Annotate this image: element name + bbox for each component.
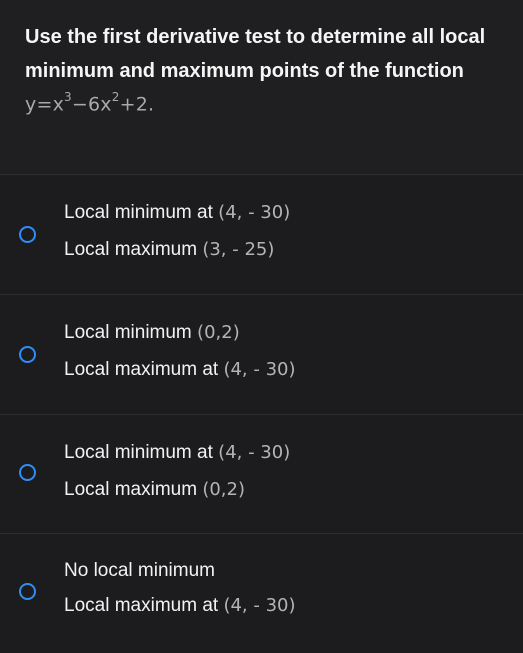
option-label: Local minimum	[64, 322, 192, 343]
answer-option-4[interactable]	[0, 534, 523, 653]
option-line-2	[64, 595, 296, 617]
option-line-1	[64, 322, 240, 344]
option-coordinate: (0,2)	[202, 479, 245, 500]
math-constant: 2.	[135, 93, 155, 116]
option-coordinate: (4, - 30)	[218, 442, 291, 463]
option-line-1	[64, 442, 290, 464]
math-y: y	[25, 93, 37, 116]
answer-option-2[interactable]	[0, 295, 523, 414]
option-label: Local maximum	[64, 239, 198, 260]
math-exponent-2: 2	[111, 90, 120, 104]
math-6x: 6x	[88, 93, 112, 116]
math-plus: +	[119, 93, 136, 116]
option-label: Local maximum at	[64, 595, 219, 616]
answer-option-3[interactable]	[0, 415, 523, 534]
radio-button-icon[interactable]	[19, 226, 36, 243]
radio-button-icon[interactable]	[19, 346, 36, 363]
question-text: Use the first derivative test to determine all local minimum and maximum points of the function	[25, 26, 486, 82]
question-panel	[0, 0, 523, 174]
option-coordinate: (4, - 30)	[218, 202, 291, 223]
option-label: No local minimum	[64, 560, 215, 581]
option-label: Local minimum at	[64, 202, 213, 223]
radio-button-icon[interactable]	[19, 464, 36, 481]
option-line-1	[64, 560, 215, 582]
question-function	[25, 92, 154, 115]
option-coordinate: (4, - 30)	[223, 359, 296, 380]
math-minus: −	[71, 93, 88, 116]
option-line-1	[64, 202, 290, 224]
radio-button-icon[interactable]	[19, 583, 36, 600]
option-line-2	[64, 359, 296, 381]
option-coordinate: (0,2)	[197, 322, 240, 343]
option-coordinate: (3, - 25)	[202, 239, 275, 260]
option-label: Local minimum at	[64, 442, 213, 463]
option-line-2	[64, 239, 274, 261]
math-equals: =	[36, 93, 53, 116]
option-coordinate: (4, - 30)	[223, 595, 296, 616]
option-label: Local maximum	[64, 479, 198, 500]
answer-option-1[interactable]	[0, 175, 523, 294]
option-line-2	[64, 479, 245, 501]
math-x: x	[52, 93, 65, 116]
math-exponent-3: 3	[64, 90, 72, 104]
option-label: Local maximum at	[64, 359, 219, 380]
